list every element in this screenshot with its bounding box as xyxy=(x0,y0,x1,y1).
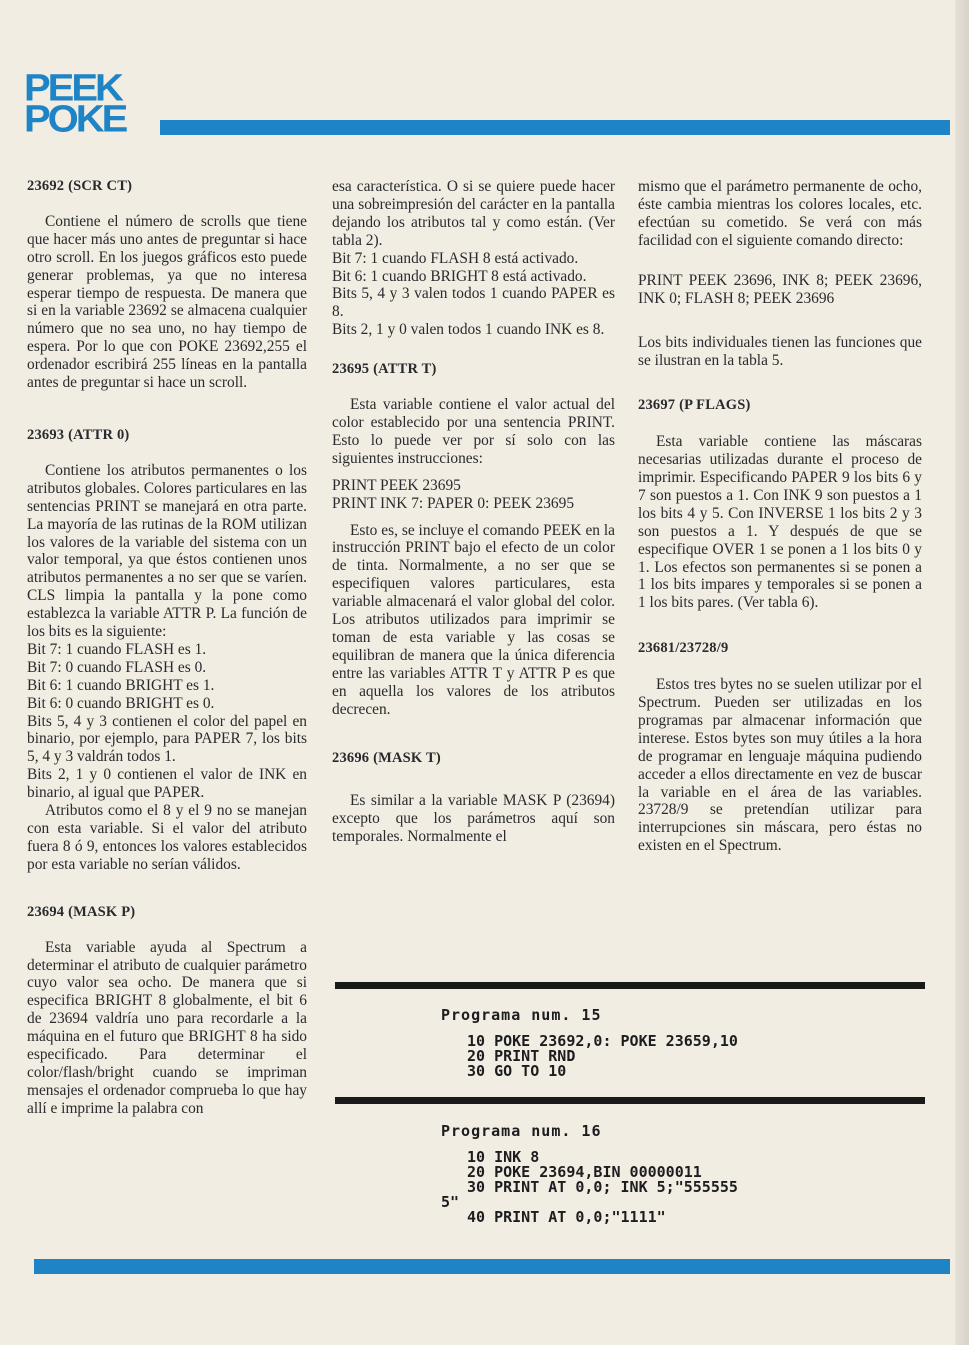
section-title-23681: 23681/23728/9 xyxy=(638,640,729,657)
bit-line: Bit 7: 1 cuando FLASH 8 está activado. xyxy=(332,249,579,267)
paragraph: Es similar a la variable MASK P (23694) excepto que los parámetros aquí son temporales. Normalmente el xyxy=(332,792,615,846)
program-15-rule xyxy=(335,982,925,989)
program-line: 40 PRINT AT 0,0;"1111" xyxy=(467,1208,666,1226)
program-line: 10 INK 8 xyxy=(467,1148,540,1166)
paragraph: Contiene los atributos permanentes o los atributos globales. Colores particulares en las sentencias PRINT se manejará en otra parte. La mayoría de las rutinas de la ROM utilizan los valores de la variable del sistema con un valor temporal, ya que éstos contienen unos atributos permanentes a no ser que se varíen. CLS limpia la pantalla y la pone como establezca la variable ATTR P. La función de los bits es la siguiente: xyxy=(27,461,307,641)
bit-line: Bits 2, 1 y 0 valen todos 1 cuando INK es 8. xyxy=(332,321,605,339)
peek-poke-logo xyxy=(24,67,174,141)
paragraph: Esta variable contiene el valor actual del color establecido por una sentencia PRINT. Esto lo puede ver por sí solo con las siguientes instrucciones: xyxy=(332,396,615,467)
bit-line: Bit 7: 0 cuando FLASH es 0. xyxy=(27,658,207,676)
paragraph: Bits 2, 1 y 0 contienen el valor de INK en binario, al igual que PAPER. xyxy=(27,766,307,802)
bit-line: Bits 5, 4 y 3 valen todos 1 cuando PAPER es 8. xyxy=(332,285,615,321)
program-line: 20 PRINT RND xyxy=(467,1047,576,1065)
paragraph: Contiene el número de scrolls que tiene que hacer más uno antes de preguntar si hace otro scroll. En los juegos gráficos esto puede generar problemas, ya que no interesa esperar tiempo de respuesta. De manera que si en la variable 23692 se almacena cualquier número que no sea uno, no hay tiempo de espera. Por lo que con POKE 23692,255 el ordenador escribirá 255 líneas en la pantalla antes de preguntar si hace un scroll. xyxy=(27,212,307,392)
footer-rule xyxy=(34,1259,950,1274)
logo-line-poke: POKE xyxy=(24,98,126,141)
column-3 xyxy=(638,178,922,855)
column-1 xyxy=(27,178,307,1118)
section-title-scr-ct: 23692 (SCR CT) xyxy=(27,178,133,194)
program-line: 10 POKE 23692,0: POKE 23659,10 xyxy=(467,1032,738,1050)
page-edge xyxy=(955,0,969,1345)
bit-line: Bit 7: 1 cuando FLASH es 1. xyxy=(27,640,207,658)
paragraph: Los bits individuales tienen las funciones que se ilustran en la tabla 5. xyxy=(638,334,922,370)
code-snippet: PRINT PEEK 23695 PRINT INK 7: PAPER 0: PEEK 23695 xyxy=(332,476,575,512)
bit-line: Bit 6: 1 cuando BRIGHT 8 está activado. xyxy=(332,267,587,285)
section-title-attr-0: 23693 (ATTR 0) xyxy=(27,426,130,443)
paragraph: Esta variable contiene las máscaras necesarias utilizadas durante el proceso de imprimir. Especificando PAPER 9 los bits 6 y 7 son puestos a 1. Con INK 9 son puestos a 1 los bits 4 y 5. Con INVERSE 1 los bits 2 y 3 son puestos a 1. Y después de que se especifique OVER 1 se ponen a 1 los bits 0 y 1. Los efectos son permanentes si se ponen a 1 los bits impares y temporales si se ponen a 1 los bits pares. (Ver tabla 6). xyxy=(638,433,922,612)
section-title-p-flags: 23697 (P FLAGS) xyxy=(638,397,751,414)
program-line: 5" xyxy=(441,1193,460,1211)
program-16-title: Programa num. 16 xyxy=(441,1122,602,1140)
paragraph: Atributos como el 8 y el 9 no se manejan con esta variable. Si el valor del atributo fuera 8 ó 9, entonces los valores establecidos por esta variable no serían válidos. xyxy=(27,802,307,873)
paragraph: Estos tres bytes no se suelen utilizar por el Spectrum. Pueden ser utilizadas en los programas par almacenar información que interese. Estos bytes son muy útiles a la hora de programar en lenguaje máquina pudiendo acceder a ellos directamente en vez de buscar la variable en el área de las variables. 23728/9 se pretendían utilizar para interrupciones sin máscara, pero éstas no existen en el Spectrum. xyxy=(638,676,922,855)
paragraph: esa característica. O si se quiere puede hacer una sobreimpresión del carácter en la pantalla dejando los atributos tal y como están. (Ver tabla 2). xyxy=(332,178,615,249)
section-title-attr-t: 23695 (ATTR T) xyxy=(332,361,437,378)
program-line: 20 POKE 23694,BIN 00000011 xyxy=(467,1163,702,1181)
code-snippet: PRINT PEEK 23696, INK 8; PEEK 23696, INK 0; FLASH 8; PEEK 23696 xyxy=(638,271,922,307)
program-line: 30 GO TO 10 xyxy=(467,1062,567,1080)
paragraph: Bits 5, 4 y 3 contienen el color del papel en binario, por ejemplo, para PAPER 7, los bits 5, 4 y 3 valdrán todos 1. xyxy=(27,712,307,766)
bit-line: Bit 6: 1 cuando BRIGHT es 1. xyxy=(27,676,215,694)
column-2 xyxy=(332,178,615,846)
logo-line-peek: PEEK xyxy=(24,67,121,110)
program-16-rule xyxy=(335,1097,925,1104)
header-rule xyxy=(160,120,950,135)
paragraph: Esta variable ayuda al Spectrum a determinar el atributo de cualquier parámetro cuyo valor sea ocho. De manera que si especifica BRIGHT 8 globalmente, el bit 6 de 23694 valdría uno para recordarle a la máquina en el futuro que BRIGHT 8 ha sido especificado. Para determinar el color/flash/bright cuando se impriman mensajes el ordenador comprueba lo que hay allí e imprime la palabra con xyxy=(27,938,307,1117)
paragraph: Esto es, se incluye el comando PEEK en la instrucción PRINT bajo el efecto de un color de tinta. Normalmente, a no ser que se especifiquen valores particulares, esta variable almacenará el valor global del color. Los atributos utilizados para imprimir se toman de esta variable y las cosas se equilibran de manera que la única diferencia entre las variables ATTR T y ATTR P es que en aquella los valores de los atributos decrecen. xyxy=(332,521,615,718)
program-line: 30 PRINT AT 0,0; INK 5;"555555 xyxy=(467,1178,738,1196)
section-title-mask-t: 23696 (MASK T) xyxy=(332,750,441,767)
program-15-title: Programa num. 15 xyxy=(441,1006,602,1024)
bit-line: Bit 6: 0 cuando BRIGHT es 0. xyxy=(27,694,215,712)
paragraph: mismo que el parámetro permanente de ocho, éste cambia mientras los colores locales, etc. efectúan su cometido. Se verá con más facilidad con el siguiente comando directo: xyxy=(638,178,922,249)
section-title-mask-p: 23694 (MASK P) xyxy=(27,903,136,920)
